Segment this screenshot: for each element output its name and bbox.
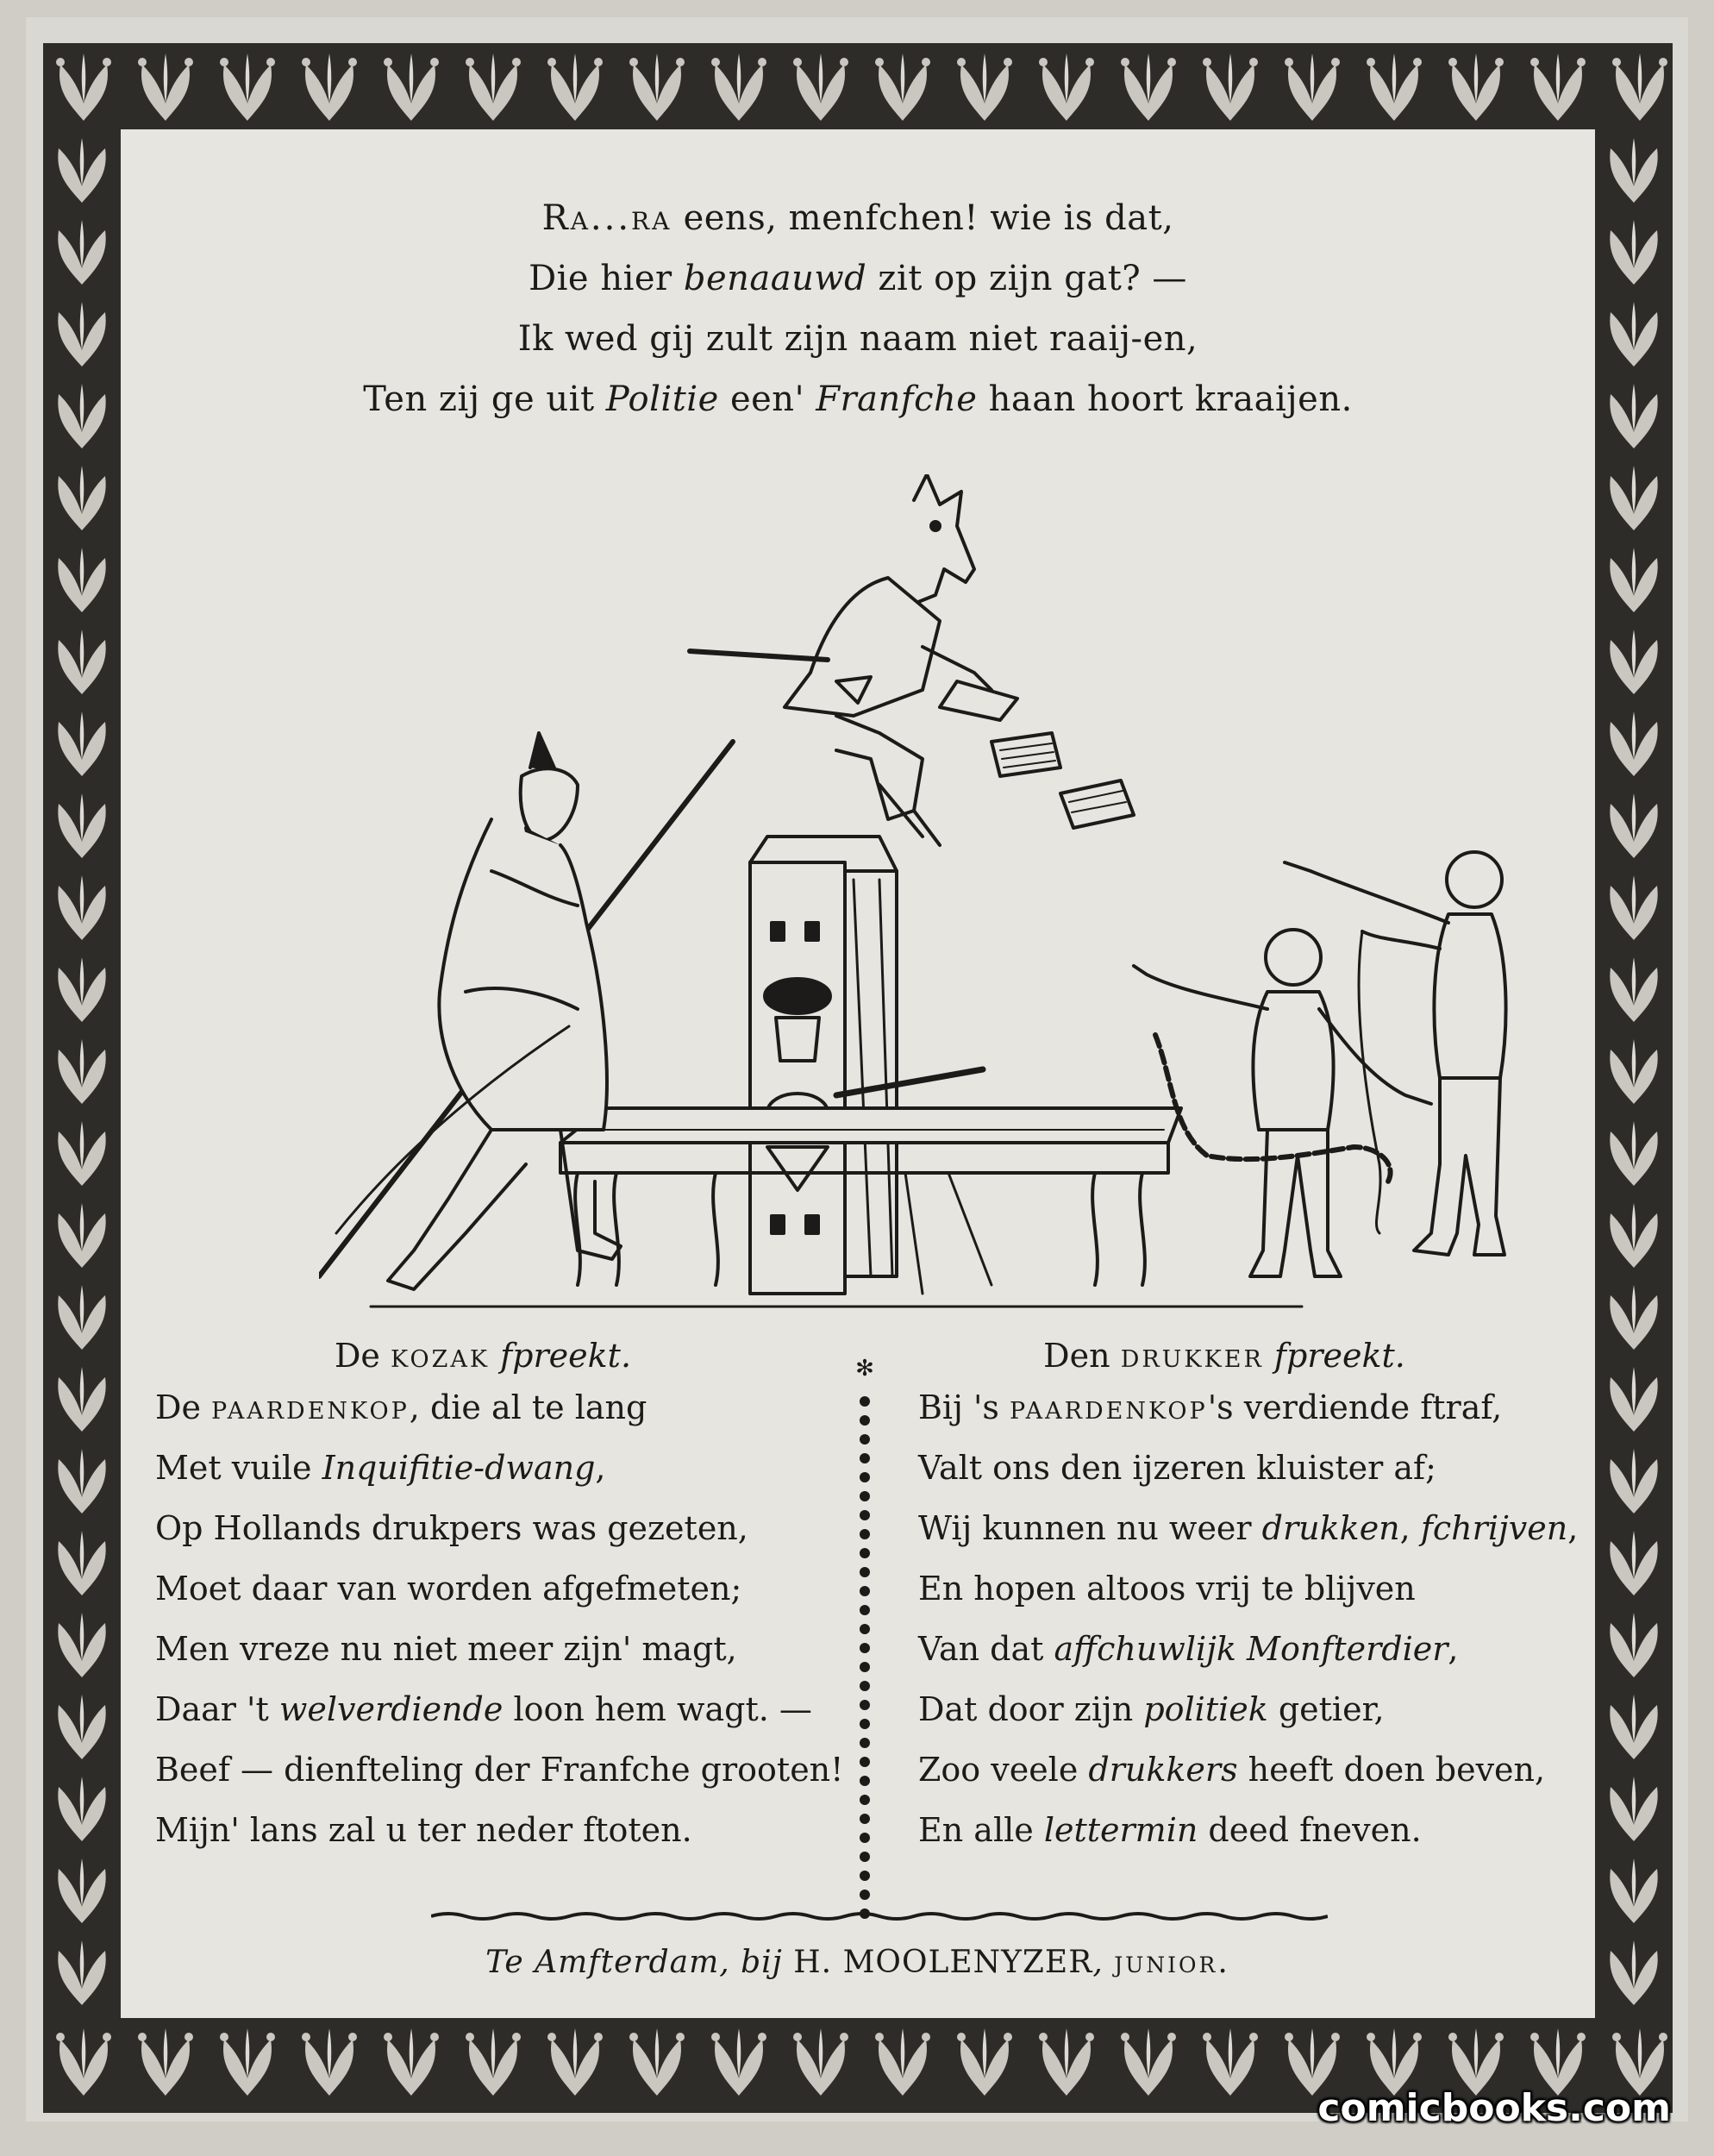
cossack-figure bbox=[319, 733, 733, 1289]
kozak-line: Moet daar van worden afgefmeten; bbox=[155, 1570, 742, 1608]
drukker-line: En hopen altoos vrij te blijven bbox=[918, 1570, 1416, 1608]
kozak-line: Men vreze nu niet meer zijn' magt, bbox=[155, 1630, 737, 1668]
printer-figure bbox=[1134, 930, 1431, 1276]
kozak-line: Beef — dienfteling der Franfche grooten! bbox=[155, 1751, 844, 1789]
top-verse-line-2: Die hier benaauwd zit op zijn gat? — bbox=[529, 259, 1187, 298]
drukker-line: Van dat affchuwlijk Monfterdier, bbox=[918, 1630, 1459, 1668]
ornamental-border-top bbox=[43, 43, 1673, 129]
drukker-line: Zoo veele drukkers heeft doen beven, bbox=[918, 1751, 1546, 1789]
text-panel bbox=[121, 129, 1595, 2018]
top-verse-line-1: Ra...ra eens, menfchen! wie is dat, bbox=[541, 198, 1174, 238]
horse-headed-figure bbox=[690, 474, 1017, 845]
drukker-line: Dat door zijn politiek getier, bbox=[918, 1690, 1385, 1728]
kozak-line: De paardenkop, die al te lang bbox=[155, 1388, 647, 1426]
top-verse-line-4: Ten zij ge uit Politie een' Franfche haan hoort kraaijen. bbox=[363, 379, 1353, 419]
decorative-rule bbox=[431, 1906, 1328, 1927]
kozak-line: Op Hollands drukpers was gezeten, bbox=[155, 1509, 748, 1547]
drukker-line: En alle lettermin deed fneven. bbox=[918, 1811, 1422, 1849]
svg-text:✻: ✻ bbox=[855, 1356, 874, 1382]
flying-papers bbox=[991, 733, 1134, 828]
drukker-line: Valt ons den ijzeren kluister af; bbox=[918, 1449, 1436, 1487]
printer-imprint: Te Amfterdam, bij H. MOOLENYZER, junior. bbox=[485, 1945, 1230, 1980]
printing-press bbox=[560, 837, 1181, 1294]
kozak-line: Mijn' lans zal u ter neder ftoten. bbox=[155, 1811, 692, 1849]
woodcut-illustration bbox=[319, 474, 1569, 1380]
kozak-heading: De kozak fpreekt. bbox=[334, 1337, 632, 1375]
drukker-line: Bij 's paardenkop's verdiende ftraf, bbox=[918, 1388, 1503, 1426]
ornamental-border-left bbox=[43, 129, 121, 2018]
watermark-text: comicbooks.com bbox=[1317, 2086, 1671, 2130]
drukker-line: Wij kunnen nu weer drukken, fchrijven, bbox=[918, 1509, 1579, 1547]
beaded-divider bbox=[852, 1350, 878, 1953]
kozak-line: Daar 't welverdiende loon hem wagt. — bbox=[155, 1690, 812, 1728]
drukker-heading: Den drukker fpreekt. bbox=[1043, 1337, 1405, 1375]
kozak-line: Met vuile Inquifitie-dwang, bbox=[155, 1449, 606, 1487]
ornamental-border-right bbox=[1595, 129, 1673, 2018]
top-verse-line-3: Ik wed gij zult zijn naam niet raaij-en, bbox=[517, 319, 1198, 359]
